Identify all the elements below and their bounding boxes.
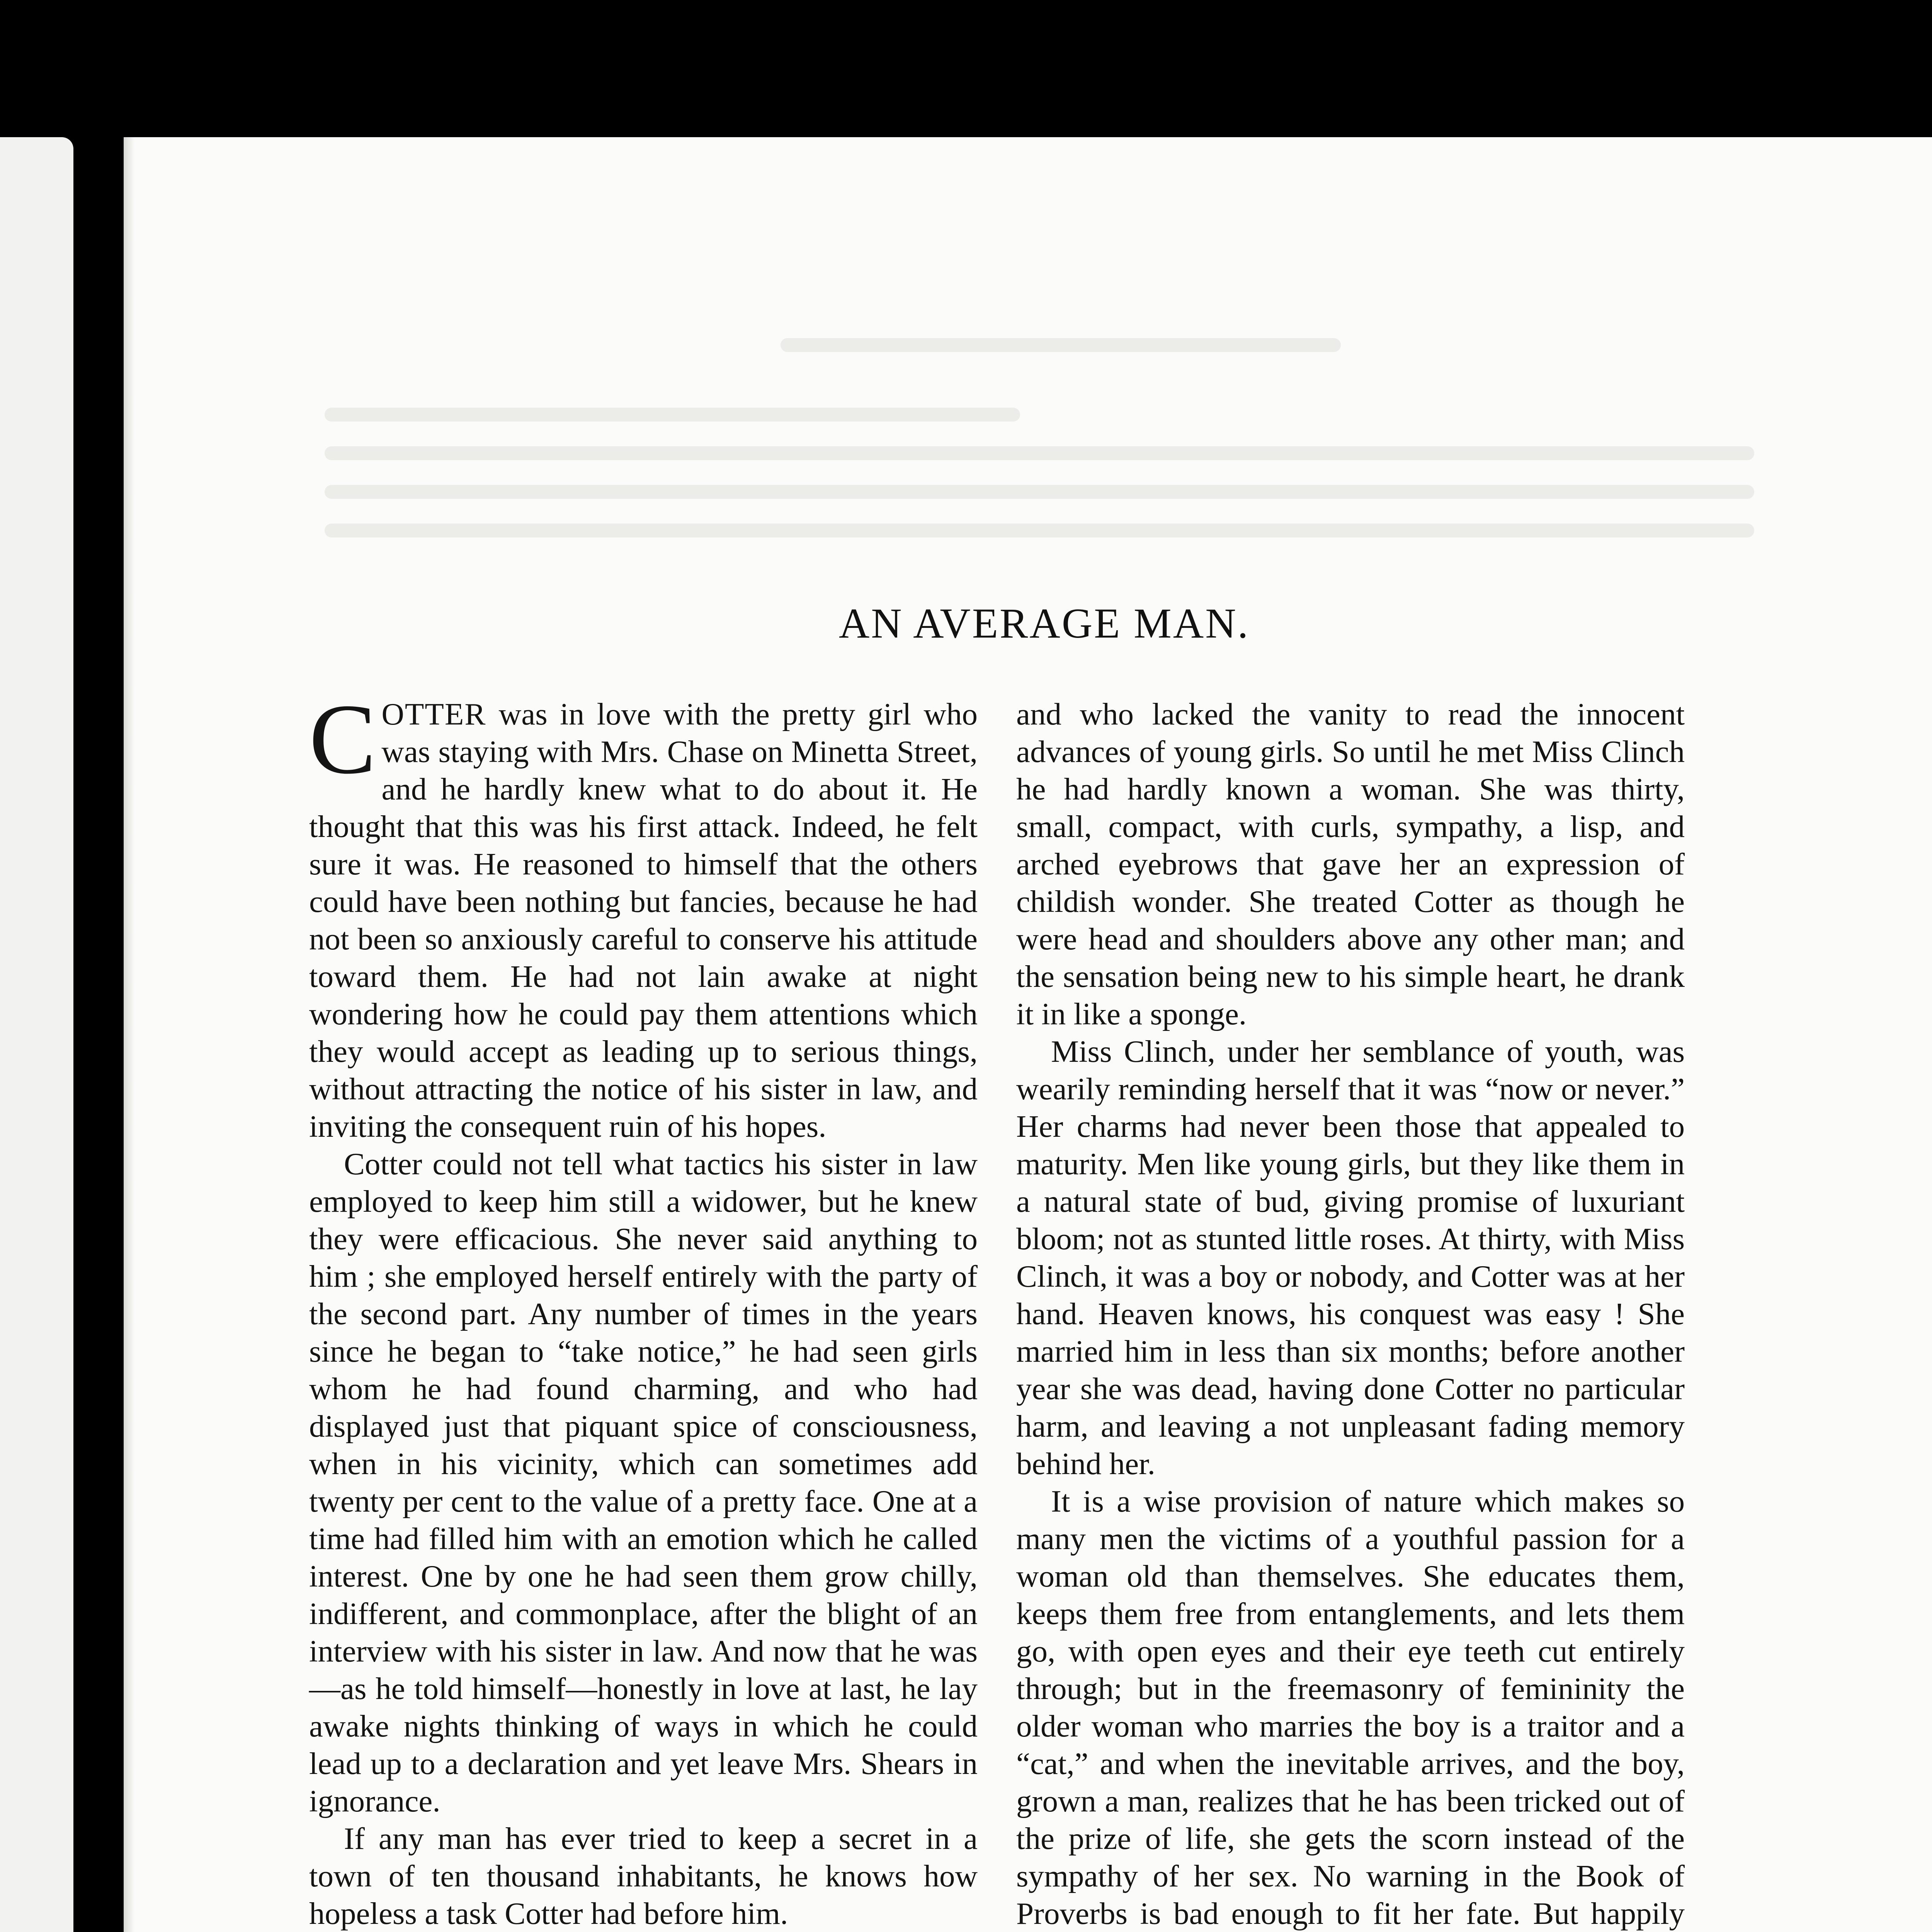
text-column-right [1016, 696, 1685, 1932]
paragraph [309, 684, 978, 1145]
paragraph: and who lacked the vanity to read the innocent advances of young girls. So until he met Miss Clinch he had hardly known a woman. She was thirty, small, compact, with curls, sympathy, a lisp, and arched eyebrows that gave her an expression of childish wonder. She treated Cotter as though he were head and shoulders above any other man; and the sensation being new to his simple heart, he drank it in like a sponge. [1016, 697, 1685, 1031]
opening-word: OTTER [381, 697, 486, 731]
paragraph: Cotter could not tell what tactics his sister in law employed to keep him still a widower, but he knew they were efficacious. She never said anything to him ; she employed herself entirely with the party of the second part. Any number of times in the years since he began to “take notice,” he had seen girls whom he had found charming, and who had displayed just that piquant spice of consciousness, when in his vicinity, which can sometimes add twenty per cent to the value of a pretty face. One at a time had filled him with an emotion which he called interest. One by one he had seen them grow chilly, indifferent, and commonplace, after the blight of an interview with his sister in law. And now that he was—as he told himself—honestly in love at last, he lay awake nights thinking of ways in which he could lead up to a declaration and yet leave Mrs. Shears in ignorance. [309, 1146, 978, 1818]
paragraph-text: was in love with the pretty girl who was staying with Mrs. Chase on Minetta Street, and he hardly knew what to do about it. He thought that this was his first attack. Indeed, he felt sure it was. He reasoned to himself that the others could have been nothing but fancies, because he had not been so anxiously careful to conserve his attitude toward them. He had not lain awake at night wondering how he could pay them attentions which they would accept as leading up to serious things, without attracting the notice of his sister in law, and inviting the consequent ruin of his hopes. [309, 697, 978, 1144]
drop-cap: C [309, 684, 376, 795]
bleed-line [325, 485, 1754, 499]
bleed-line [325, 408, 1020, 422]
story-title: AN AVERAGE MAN. [838, 600, 1250, 647]
paragraph: If any man has ever tried to keep a secret in a town of ten thousand inhabitants, he knows how hopeless a task Cotter had before him. [309, 1821, 978, 1931]
book-page [124, 137, 1932, 1932]
bleed-line [325, 524, 1754, 537]
paragraph: Miss Clinch, under her semblance of youth, was wearily reminding herself that it was “now or never.” Her charms had never been those that appealed to maturity. Men like young girls, but they like them in a natural state of bud, giving promise of luxuriant bloom; not as stunted little roses. At thirty, with Miss Clinch, it was a boy or nobody, and Cotter was at her hand. Heaven knows, his conquest was easy ! She married him in less than six months; before another year she was dead, having done Cotter no particular harm, and leaving a not unpleasant fading memory behind her. [1016, 1034, 1685, 1481]
page-gutter-shadow [124, 137, 134, 1932]
previous-page-edge [0, 137, 73, 1932]
text-column-left [309, 684, 978, 1932]
paragraph: It is a wise provision of nature which makes so many men the victims of a youthful passion for a woman old than themselves. She educates them, keeps them free from entanglements, and lets them go, with open eyes and their eye teeth cut entirely through; but in the freemasonry of femininity the older woman who marries the boy is a traitor and a “cat,” and when the inevitable arrives, and the boy, grown a man, realizes that he has been tricked out of the prize of life, she gets the scorn instead of the sympathy of her sex. No warning in the Book of Proverbs is bad enough to fit her fate. But happily [1016, 1484, 1685, 1931]
bleed-line [325, 446, 1754, 460]
bleed-line [781, 338, 1341, 352]
